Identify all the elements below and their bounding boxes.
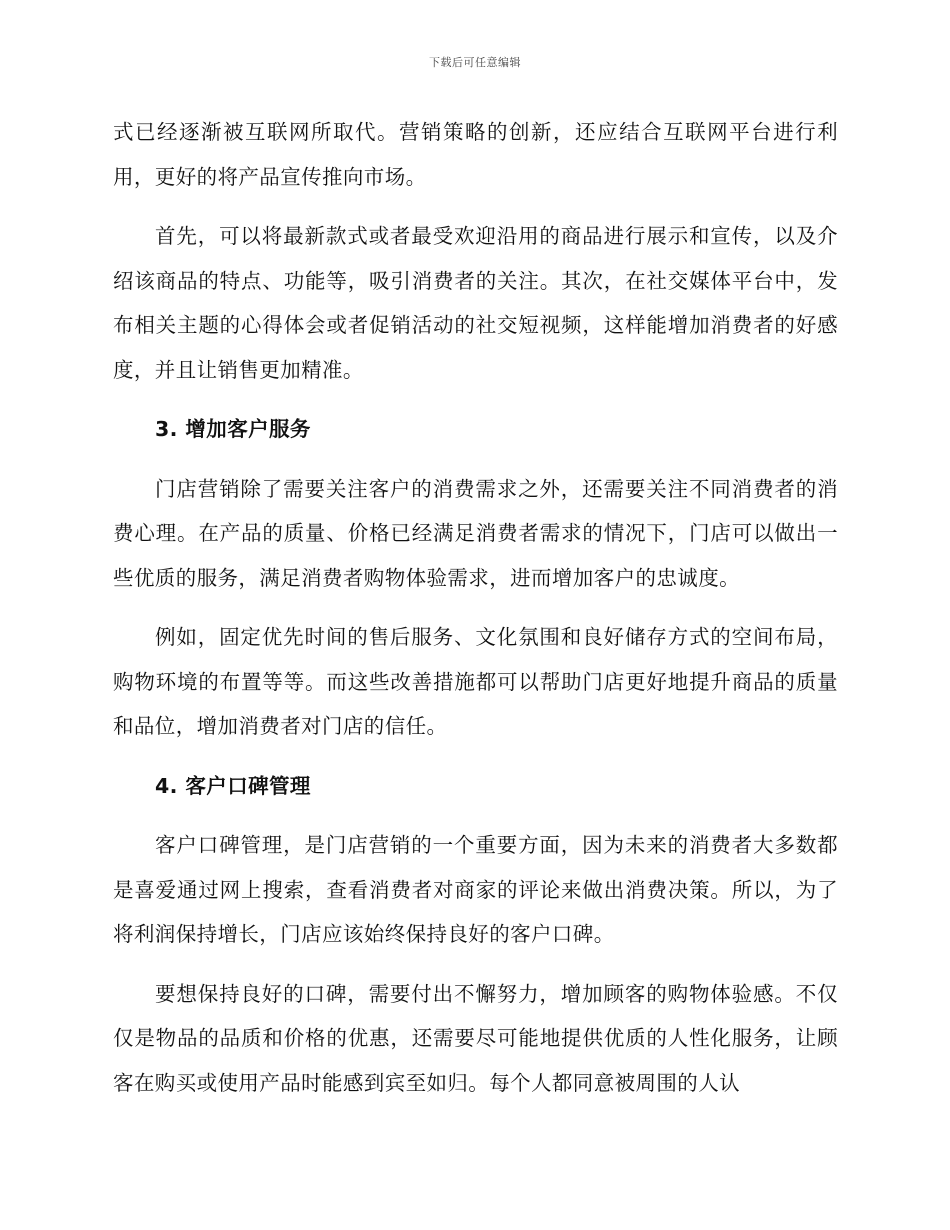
paragraph-first-second: 首先，可以将最新款式或者最受欢迎沿用的商品进行展示和宣传，以及介绍该商品的特点、功能等，吸引消费者的关注。其次，在社交媒体平台中，发布相关主题的心得体会或者促销活动的社交短视频，这样能增加消费者的好感度，并且让销售更加精准。 (113, 224, 838, 382)
paragraph-service-examples: 例如，固定优先时间的售后服务、文化氛围和良好储存方式的空间布局，购物环境的布置等等。而这些改善措施都可以帮助门店更好地提升商品的质量和品位，增加消费者对门店的信任。 (113, 625, 838, 738)
document-body (113, 110, 838, 1120)
paragraph-reputation-effort: 要想保持良好的口碑，需要付出不懈努力，增加顾客的购物体验感。不仅仅是物品的品质和价格的优惠，还需要尽可能地提供优质的人性化服务，让顾客在购买或使用产品时能感到宾至如归。每个人都同意被周围的人认 (113, 981, 838, 1095)
paragraph-reputation-importance: 客户口碑管理，是门店营销的一个重要方面，因为未来的消费者大多数都是喜爱通过网上搜索，查看消费者对商家的评论来做出消费决策。所以，为了将利润保持增长，门店应该始终保持良好的客户口碑。 (113, 833, 838, 946)
section-heading-customer-service: 3. 增加客户服务 (155, 417, 311, 441)
section-heading-reputation: 4. 客户口碑管理 (155, 773, 311, 798)
page-header: 下载后可任意编辑 (429, 56, 521, 69)
paragraph-continuation: 式已经逐渐被互联网所取代。营销策略的创新，还应结合互联网平台进行利用，更好的将产品宣传推向市场。 (113, 120, 838, 189)
paragraph-service-needs: 门店营销除了需要关注客户的消费需求之外，还需要关注不同消费者的消费心理。在产品的质量、价格已经满足消费者需求的情况下，门店可以做出一些优质的服务，满足消费者购物体验需求，进而增加客户的忠诚度。 (113, 476, 838, 590)
